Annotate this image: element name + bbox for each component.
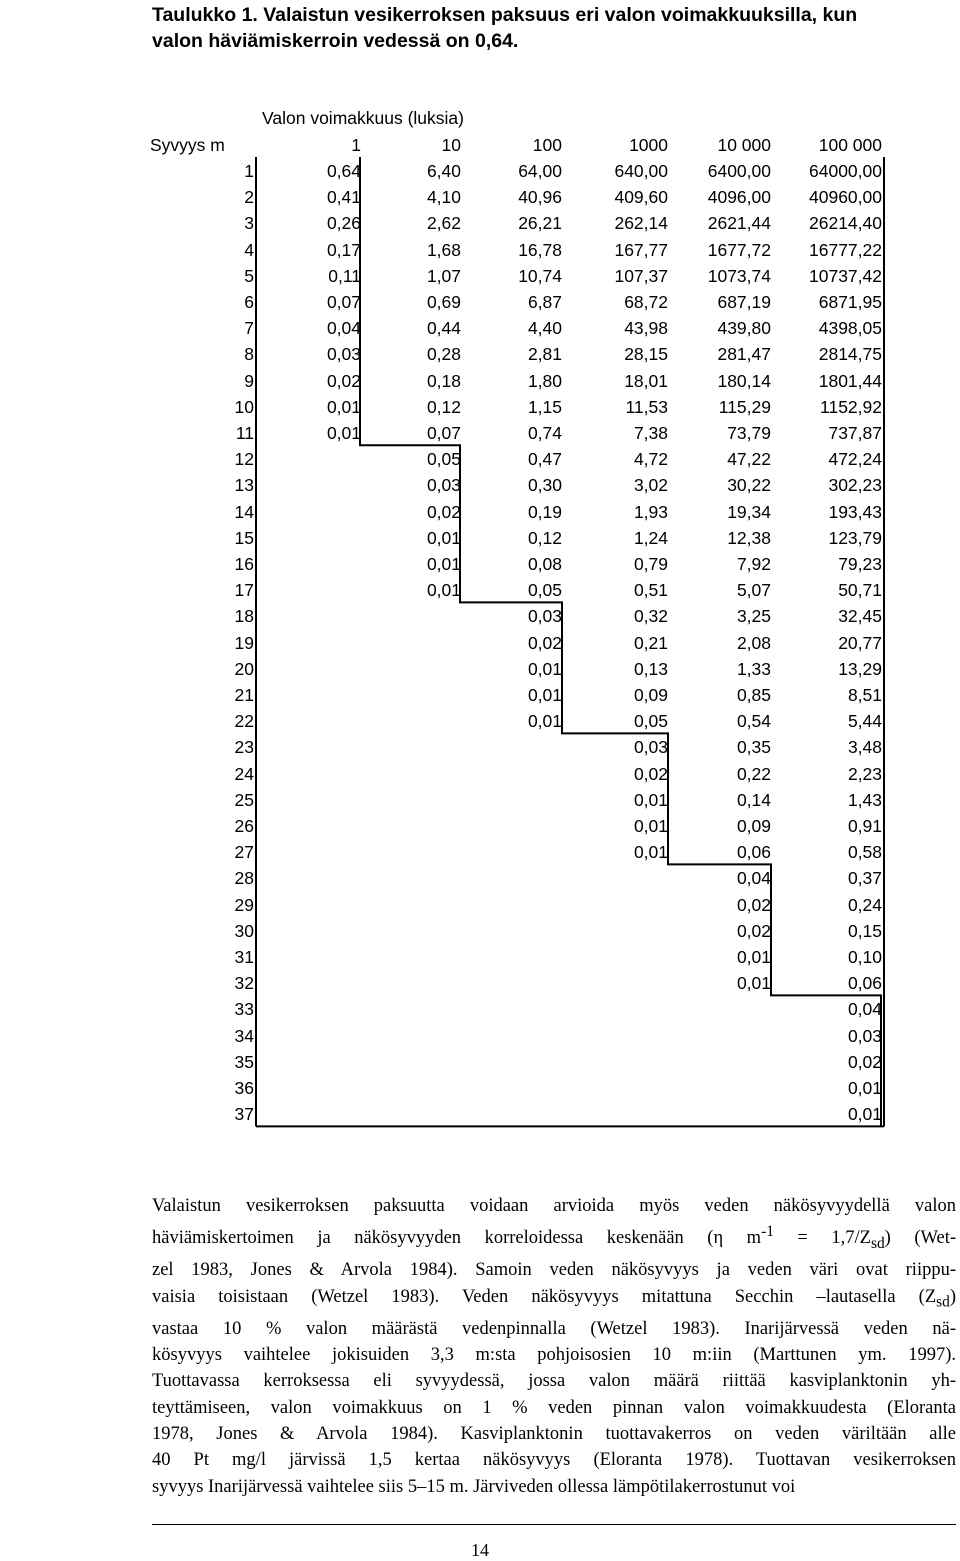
value-cell: 0,21 [633, 632, 668, 653]
depth-cell: 5 [244, 265, 254, 286]
depth-cell: 10 [234, 396, 254, 417]
value-cell: 0,01 [847, 1104, 882, 1125]
value-cell: 26214,40 [809, 213, 882, 234]
depth-cell: 17 [234, 580, 254, 601]
value-cell: 0,51 [633, 580, 668, 601]
value-cell: 0,24 [847, 894, 882, 915]
value-cell: 0,69 [426, 292, 461, 312]
paragraph-text: ) [949, 1286, 956, 1307]
value-cell: 0,01 [633, 816, 668, 836]
value-cell: 1,24 [633, 527, 668, 548]
value-cell: 0,03 [527, 606, 562, 627]
staircase-line [360, 157, 881, 1126]
value-cell: 64000,00 [809, 161, 882, 181]
value-cell: 1801,44 [818, 370, 882, 391]
paragraph-text: teyttämiseen, valon voimakkuus on 1 % veden pinnan valon voimakkuudesta (Eloranta [152, 1397, 956, 1418]
paragraph-line [152, 1368, 956, 1394]
footer-rule [152, 1524, 956, 1525]
depth-cell: 25 [234, 789, 254, 810]
paragraph-line [152, 1316, 956, 1342]
depth-cell: 3 [244, 213, 254, 234]
value-cell: 1,80 [527, 370, 562, 391]
value-cell: 5,44 [847, 711, 882, 732]
table-outline [256, 157, 883, 1126]
depth-cell: 15 [234, 527, 254, 548]
paragraph-text: zel 1983, Jones & Arvola 1984). Samoin veden näkösyvyys ja veden väri ovat riippu- [152, 1260, 956, 1281]
column-header: 10 000 [717, 135, 771, 155]
paragraph-text: Tuottavassa kerroksessa eli syvyydessä, jossa valon määrä riittää kasviplanktonin yh- [152, 1371, 956, 1392]
paragraph-line [152, 1395, 956, 1421]
value-cell: 0,01 [426, 527, 461, 548]
value-cell: 1073,74 [707, 265, 771, 286]
value-cell: 13,29 [838, 658, 882, 679]
depth-cell: 29 [234, 894, 254, 915]
value-cell: 0,02 [527, 632, 562, 653]
value-cell: 640,00 [614, 161, 668, 181]
value-cell: 180,14 [717, 370, 771, 391]
depth-cell: 20 [234, 658, 254, 679]
value-cell: 4,72 [633, 449, 668, 470]
caption-line-1: Taulukko 1. Valaistun vesikerroksen paksuus eri valon voimakkuuksilla, kun [152, 4, 858, 26]
value-cell: 0,01 [736, 973, 771, 994]
paragraph-text: ) (Wet- [884, 1228, 956, 1249]
value-cell: 0,04 [736, 868, 771, 889]
depth-cell: 21 [234, 685, 254, 705]
value-cell: 0,10 [847, 947, 882, 967]
value-cell: 0,64 [326, 161, 361, 181]
value-cell: 472,24 [828, 449, 882, 470]
depth-cell: 19 [234, 632, 254, 653]
depth-cell: 27 [234, 842, 254, 863]
value-cell: 3,02 [633, 475, 668, 496]
value-cell: 0,07 [426, 423, 461, 443]
value-cell: 79,23 [838, 554, 882, 574]
value-cell: 4,10 [426, 187, 461, 208]
value-cell: 737,87 [828, 423, 882, 443]
value-cell: 12,38 [727, 527, 771, 548]
paragraph-line [152, 1421, 956, 1447]
value-cell: 281,47 [717, 344, 771, 365]
depth-cell: 14 [234, 501, 254, 522]
value-cell: 0,18 [426, 370, 461, 391]
value-cell: 0,06 [736, 842, 771, 863]
value-cell: 1,07 [426, 265, 461, 286]
value-cell: 687,19 [717, 292, 771, 312]
value-cell: 4398,05 [818, 318, 882, 339]
value-cell: 115,29 [718, 396, 771, 417]
value-cell: 0,22 [736, 763, 771, 784]
value-cell: 0,01 [527, 685, 562, 705]
value-cell: 409,60 [614, 187, 668, 208]
value-cell: 439,80 [717, 318, 771, 339]
value-cell: 6871,95 [818, 292, 882, 312]
value-cell: 0,79 [633, 554, 668, 574]
value-cell: 0,11 [328, 265, 361, 286]
value-cell: 0,08 [527, 554, 562, 574]
value-cell: 1,15 [527, 396, 562, 417]
value-cell: 7,92 [736, 554, 771, 574]
value-cell: 193,43 [828, 501, 882, 522]
paragraph-text: sd [870, 1235, 885, 1253]
paragraph-text: sd [936, 1293, 950, 1311]
value-cell: 68,72 [624, 292, 668, 312]
value-cell: 0,14 [736, 789, 771, 810]
paragraph-line [152, 1342, 956, 1368]
depth-cell: 7 [244, 318, 254, 339]
value-cell: 43,98 [624, 318, 668, 339]
value-cell: 1,33 [736, 658, 771, 679]
value-cell: 302,23 [828, 475, 882, 496]
value-cell: 0,05 [426, 449, 461, 470]
value-cell: 0,03 [326, 344, 361, 365]
value-cell: 4096,00 [707, 187, 771, 208]
value-cell: 0,01 [426, 580, 461, 601]
depth-cell: 18 [234, 606, 254, 627]
caption-line-2: valon häviämiskerroin vedessä on 0,64. [152, 30, 519, 52]
value-cell: 167,77 [614, 239, 668, 260]
value-cell: 0,03 [426, 475, 461, 496]
paragraph-text: vaisia toisistaan (Wetzel 1983). Veden näkösyvyys mitattuna Secchin –lautasella (Z [152, 1286, 937, 1307]
depth-cell: 36 [234, 1078, 254, 1098]
paragraph-text: vastaa 10 % valon määrästä vedenpinnalla (Wetzel 1983). Inarijärvessä veden nä- [152, 1318, 956, 1339]
value-cell: 5,07 [736, 580, 771, 601]
value-cell: 6,40 [426, 161, 461, 181]
depth-cell: 22 [234, 711, 254, 732]
body-paragraph [152, 1193, 956, 1500]
value-cell: 2,23 [847, 763, 882, 784]
value-cell: 32,45 [838, 606, 882, 627]
value-cell: 0,04 [326, 318, 361, 339]
table-group-header: Valon voimakkuus (luksia) [262, 108, 464, 128]
depth-cell: 24 [234, 763, 254, 784]
value-cell: 47,22 [727, 449, 771, 470]
value-cell: 0,01 [326, 423, 361, 443]
depth-cell: 1 [244, 161, 254, 181]
depth-cell: 26 [234, 816, 254, 836]
value-cell: 0,13 [633, 658, 668, 679]
depth-cell: 8 [244, 344, 254, 365]
value-cell: 6400,00 [707, 161, 771, 181]
value-cell: 3,25 [736, 606, 771, 627]
depth-cell: 32 [234, 973, 254, 994]
depth-cell: 28 [234, 868, 254, 889]
depth-cell: 23 [234, 737, 254, 758]
paragraph-line [152, 1447, 956, 1473]
value-cell: 0,02 [326, 370, 361, 391]
value-cell: 107,37 [614, 265, 668, 286]
paragraph-line [152, 1257, 956, 1283]
value-cell: 2,81 [527, 344, 562, 365]
depth-cell: 6 [244, 292, 254, 312]
depth-cell: 31 [234, 947, 254, 967]
value-cell: 0,12 [426, 396, 461, 417]
depth-cell: 12 [234, 449, 254, 470]
depth-cell: 30 [234, 920, 254, 941]
value-cell: 50,71 [838, 580, 882, 601]
value-cell: 262,14 [614, 213, 668, 234]
value-cell: 0,44 [426, 318, 461, 339]
paragraph-line [152, 1219, 956, 1257]
value-cell: 123,79 [828, 527, 882, 548]
value-cell: 0,47 [527, 449, 562, 470]
value-cell: 0,15 [847, 920, 882, 941]
value-cell: 0,01 [847, 1078, 882, 1098]
paragraph-text: syvyys Inarijärvessä vaihtelee siis 5–15 m. Järviveden ollessa lämpötilakerrostunut voi [152, 1476, 796, 1497]
value-cell: 1152,92 [820, 396, 882, 417]
value-cell: 2,08 [736, 632, 771, 653]
value-cell: 1,43 [847, 789, 882, 810]
value-cell: 0,01 [527, 711, 562, 732]
value-cell: 0,02 [633, 763, 668, 784]
value-cell: 2621,44 [707, 213, 771, 234]
value-cell: 40,96 [518, 187, 562, 208]
paragraph-text: = 1,7/Z [773, 1228, 871, 1249]
value-cell: 0,58 [847, 842, 882, 863]
column-header: 100 000 [818, 135, 882, 155]
page-number: 14 [471, 1540, 489, 1560]
value-cell: 0,09 [633, 685, 668, 705]
value-cell: 64,00 [518, 161, 562, 181]
value-cell: 8,51 [847, 685, 882, 705]
column-header: 1 [351, 135, 361, 155]
value-cell: 0,37 [847, 868, 882, 889]
value-cell: 4,40 [527, 318, 562, 339]
value-cell: 0,02 [847, 1051, 882, 1072]
paragraph-line [152, 1193, 956, 1219]
value-cell: 6,87 [527, 292, 562, 312]
paragraph-text: Valaistun vesikerroksen paksuutta voidaan arvioida myös veden näkösyvyydellä valon [152, 1196, 956, 1216]
value-cell: 0,04 [847, 999, 882, 1020]
depth-cell: 34 [234, 1025, 254, 1046]
value-cell: 0,05 [633, 711, 668, 732]
value-cell: 0,74 [527, 423, 562, 443]
value-cell: 0,26 [326, 213, 361, 234]
value-cell: 10737,42 [809, 265, 882, 286]
value-cell: 0,01 [736, 947, 771, 967]
depth-cell: 11 [235, 423, 254, 443]
value-cell: 0,32 [633, 606, 668, 627]
value-cell: 0,28 [426, 344, 461, 365]
value-cell: 0,01 [633, 789, 668, 810]
value-cell: 0,19 [527, 501, 562, 522]
value-cell: 30,22 [727, 475, 771, 496]
paragraph-text: kösyvyys vaihtelee jokisuiden 3,3 m:sta pohjoisosien 10 m:iin (Marttunen ym. 1997). [152, 1345, 956, 1366]
value-cell: 2,62 [426, 213, 461, 234]
value-cell: 28,15 [624, 344, 668, 365]
value-cell: 0,91 [847, 816, 882, 836]
depth-cell: 4 [244, 239, 254, 260]
value-cell: 0,05 [527, 580, 562, 601]
value-cell: 1677,72 [707, 239, 771, 260]
value-cell: 0,02 [736, 894, 771, 915]
depth-cell: 33 [234, 999, 254, 1020]
value-cell: 11,53 [625, 396, 668, 417]
value-cell: 0,17 [326, 239, 361, 260]
depth-cell: 37 [234, 1104, 254, 1125]
value-cell: 0,85 [736, 685, 771, 705]
value-cell: 10,74 [518, 265, 562, 286]
paragraph-text: 40 Pt mg/l järvissä 1,5 kertaa näkösyvyys (Eloranta 1978). Tuottavan vesikerroksen [152, 1450, 956, 1471]
value-cell: 0,02 [736, 920, 771, 941]
value-cell: 0,12 [527, 527, 562, 548]
depth-cell: 2 [244, 187, 254, 208]
value-cell: 1,68 [426, 239, 461, 260]
value-cell: 16,78 [518, 239, 562, 260]
value-cell: 0,01 [633, 842, 668, 863]
paragraph-line [152, 1284, 956, 1316]
paragraph-text: 1978, Jones & Arvola 1984). Kasviplanktonin tuottavakerros on veden väriltään alle [152, 1423, 956, 1444]
column-header: 10 [441, 135, 461, 155]
value-cell: 73,79 [727, 423, 771, 443]
value-cell: 0,09 [736, 816, 771, 836]
depth-cell: 35 [234, 1051, 254, 1072]
value-cell: 2814,75 [818, 344, 882, 365]
value-cell: 0,07 [326, 292, 361, 312]
value-cell: 7,38 [633, 423, 668, 443]
value-cell: 16777,22 [809, 239, 882, 260]
column-header: 1000 [629, 135, 668, 155]
value-cell: 1,93 [633, 501, 668, 522]
value-cell: 0,01 [426, 554, 461, 574]
value-cell: 0,41 [326, 187, 361, 208]
paragraph-text: -1 [761, 1223, 774, 1241]
depth-cell: 13 [234, 475, 254, 496]
value-cell: 0,01 [326, 396, 361, 417]
value-cell: 3,48 [847, 737, 882, 758]
value-cell: 0,30 [527, 475, 562, 496]
depth-cell: 9 [244, 370, 254, 391]
value-cell: 18,01 [624, 370, 668, 391]
value-cell: 19,34 [727, 501, 771, 522]
value-cell: 0,01 [527, 658, 562, 679]
value-cell: 0,03 [847, 1025, 882, 1046]
value-cell: 40960,00 [809, 187, 882, 208]
value-cell: 0,02 [426, 501, 461, 522]
paragraph-line [152, 1474, 956, 1500]
depth-cell: 16 [234, 554, 254, 574]
paragraph-text: häviämiskertoimen ja näkösyvyyden korreloidessa keskenään (η m [152, 1228, 762, 1249]
column-header: 100 [532, 135, 562, 155]
value-cell: 26,21 [518, 213, 562, 234]
value-cell: 0,35 [736, 737, 771, 758]
table-row-header: Syvyys m [150, 135, 225, 155]
value-cell: 0,06 [847, 973, 882, 994]
value-cell: 0,54 [736, 711, 771, 732]
value-cell: 20,77 [838, 632, 882, 653]
value-cell: 0,03 [633, 737, 668, 758]
